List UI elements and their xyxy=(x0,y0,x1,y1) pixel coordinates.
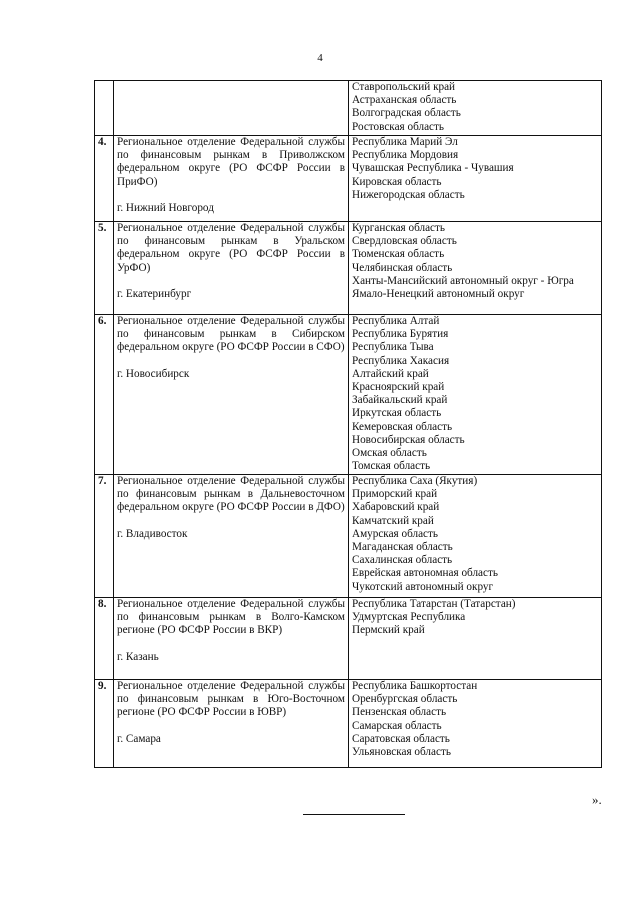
table-row xyxy=(95,475,602,598)
subjects-cell xyxy=(349,136,602,222)
office-cell xyxy=(114,680,349,768)
table-row xyxy=(95,315,602,475)
row-number xyxy=(95,81,114,136)
federal-subject: Республика Хакасия xyxy=(352,354,450,367)
row-number: 9. xyxy=(95,680,114,768)
row-number: 4. xyxy=(95,136,114,222)
table-row xyxy=(95,222,602,315)
federal-subject: Амурская область xyxy=(352,527,438,540)
federal-subject: Камчатский край xyxy=(352,514,434,527)
federal-subject: Оренбургская область xyxy=(352,693,458,706)
federal-subject: Республика Татарстан (Татарстан) xyxy=(352,598,516,610)
federal-subject: Республика Марий Эл xyxy=(352,136,458,148)
federal-subject: Ханты-Мансийский автономный округ - Югра xyxy=(352,274,574,287)
federal-subject: Ямало-Ненецкий автономный округ xyxy=(352,288,525,301)
federal-subject: Забайкальский край xyxy=(352,394,448,407)
subjects-cell xyxy=(349,222,602,315)
office-name: Региональное отделение Федеральной службы по финансовым рынкам в Приволжском федеральном округе (РО ФСФР России в ПриФО) xyxy=(117,136,345,188)
table-row xyxy=(95,81,602,136)
federal-subject: Республика Тыва xyxy=(352,341,434,354)
federal-subject: Магаданская область xyxy=(352,541,453,554)
federal-subject: Ростовская область xyxy=(352,120,444,133)
federal-subject: Сахалинская область xyxy=(352,554,453,567)
office-cell xyxy=(114,315,349,475)
federal-subject: Республика Мордовия xyxy=(352,149,459,162)
federal-subject: Тюменская область xyxy=(352,248,445,261)
federal-subject: Еврейская автономная область xyxy=(352,567,498,580)
federal-subject: Самарская область xyxy=(352,719,442,732)
subjects-cell xyxy=(349,475,602,598)
federal-subject: Кировская область xyxy=(352,175,442,188)
page-number: 4 xyxy=(317,52,323,64)
table-row xyxy=(95,598,602,680)
table-body xyxy=(95,81,602,768)
federal-subject: Астраханская область xyxy=(352,94,457,107)
row-number: 5. xyxy=(95,222,114,315)
table-row xyxy=(95,680,602,768)
federal-subject: Пермский край xyxy=(352,624,425,637)
office-city: г. Владивосток xyxy=(117,527,188,540)
office-cell xyxy=(114,136,349,222)
subjects-cell xyxy=(349,315,602,475)
federal-subject: Республика Бурятия xyxy=(352,328,449,341)
federal-subject: Саратовская область xyxy=(352,732,450,745)
row-number: 7. xyxy=(95,475,114,598)
federal-subject: Ульяновская область xyxy=(352,746,451,759)
regional-offices-table xyxy=(94,80,602,768)
federal-subject: Алтайский край xyxy=(352,367,429,380)
federal-subject: Республика Башкортостан xyxy=(352,680,478,692)
federal-subject: Чувашская Республика - Чувашия xyxy=(352,162,514,175)
office-city: г. Екатеринбург xyxy=(117,287,192,300)
office-cell xyxy=(114,475,349,598)
federal-subject: Красноярский край xyxy=(352,381,445,394)
subjects-cell xyxy=(349,81,602,136)
closing-quote-mark: ». xyxy=(592,792,602,807)
subjects-cell xyxy=(349,598,602,680)
federal-subject: Пензенская область xyxy=(352,706,447,719)
office-cell xyxy=(114,598,349,680)
federal-subject: Свердловская область xyxy=(352,235,457,248)
subjects-cell xyxy=(349,680,602,768)
federal-subject: Чукотский автономный округ xyxy=(352,580,494,593)
office-name: Региональное отделение Федеральной службы по финансовым рынкам в Волго-Камском регионе (РО ФСФР России в ВКР) xyxy=(117,598,345,637)
federal-subject: Новосибирская область xyxy=(352,433,465,446)
federal-subject: Приморский край xyxy=(352,488,438,501)
federal-subject: Хабаровский край xyxy=(352,501,440,514)
federal-subject: Удмуртская Республика xyxy=(352,611,466,624)
federal-subject: Республика Алтай xyxy=(352,315,440,327)
federal-subject: Кемеровская область xyxy=(352,420,453,433)
office-city: г. Новосибирск xyxy=(117,367,190,380)
office-city: г. Казань xyxy=(117,650,159,663)
office-cell xyxy=(114,81,349,136)
federal-subject: Ставропольский край xyxy=(352,81,456,93)
federal-subject: Иркутская область xyxy=(352,407,442,420)
office-name: Региональное отделение Федеральной службы по финансовым рынкам в Дальневосточном федеральном округе (РО ФСФР России в ДФО) xyxy=(117,475,345,514)
office-name: Региональное отделение Федеральной службы по финансовым рынкам в Сибирском федеральном округе (РО ФСФР России в СФО) xyxy=(117,315,345,354)
federal-subject: Курганская область xyxy=(352,222,446,234)
federal-subject: Томская область xyxy=(352,460,431,473)
table-row xyxy=(95,136,602,222)
federal-subject: Волгоградская область xyxy=(352,107,461,120)
row-number: 8. xyxy=(95,598,114,680)
federal-subject: Республика Саха (Якутия) xyxy=(352,475,478,487)
office-cell xyxy=(114,222,349,315)
office-city: г. Нижний Новгород xyxy=(117,201,214,214)
federal-subject: Нижегородская область xyxy=(352,188,465,201)
federal-subject: Челябинская область xyxy=(352,261,453,274)
office-city: г. Самара xyxy=(117,732,161,745)
row-number: 6. xyxy=(95,315,114,475)
office-name: Региональное отделение Федеральной службы по финансовым рынкам в Юго-Восточном регионе (РО ФСФР России в ЮВР) xyxy=(117,680,345,719)
office-name: Региональное отделение Федеральной службы по финансовым рынкам в Уральском федеральном округе (РО ФСФР России в УрФО) xyxy=(117,222,345,274)
end-horizontal-rule xyxy=(303,814,405,815)
federal-subject: Омская область xyxy=(352,447,427,460)
